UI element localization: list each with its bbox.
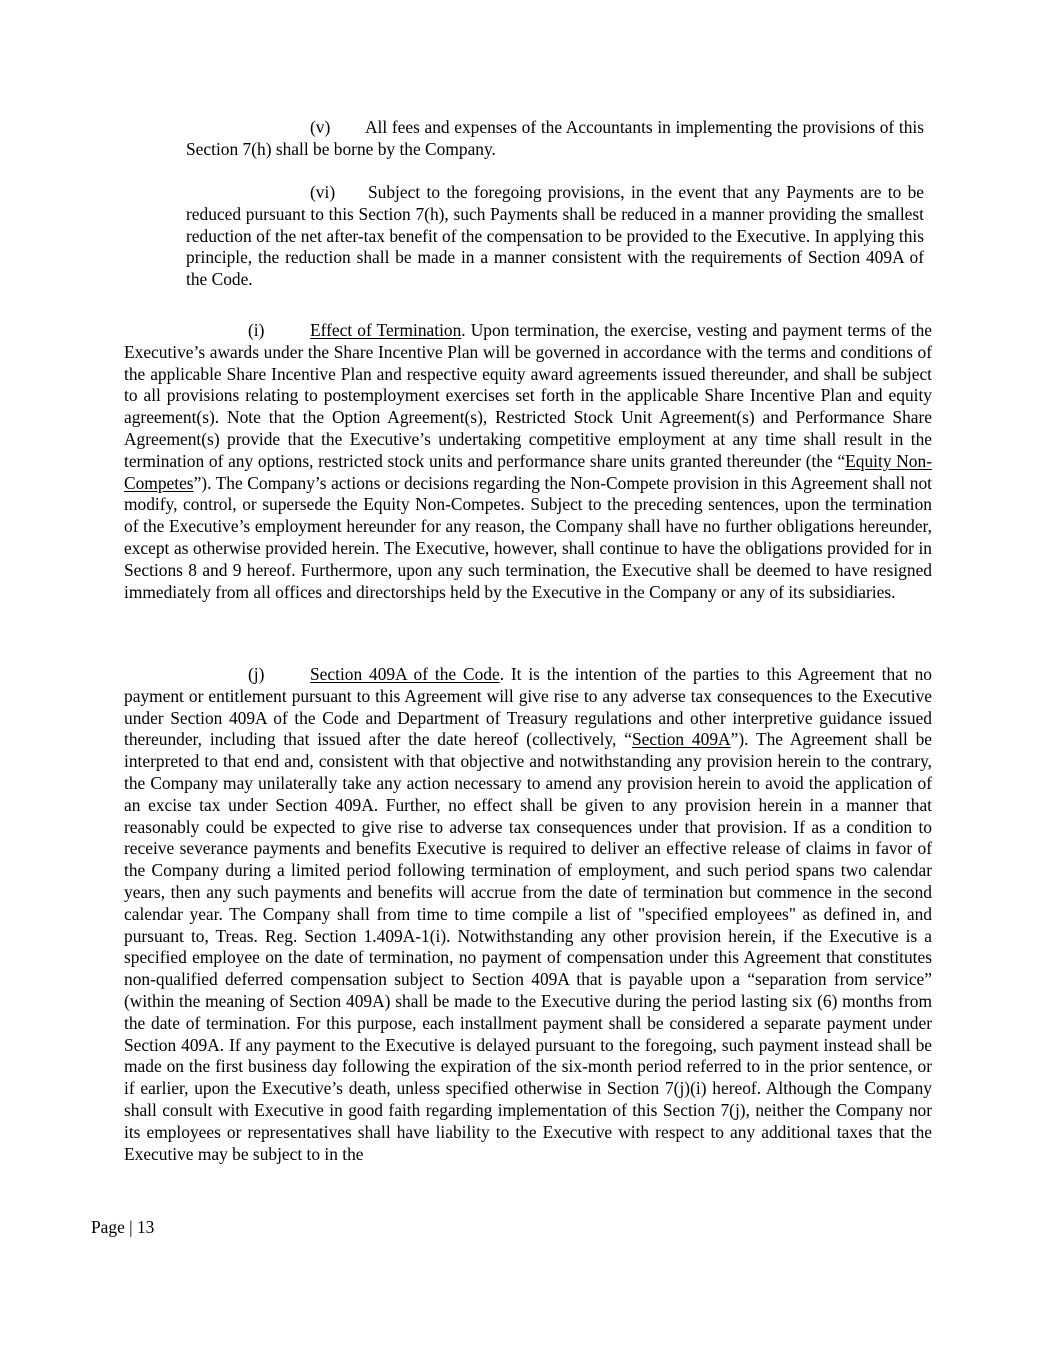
- paragraph-text: . Upon termination, the exercise, vesting and payment terms of the Executive’s awards under the Share Incentive Plan will be governed in accordance with the terms and conditions of the applicable Share Incentive Plan and respective equity award agreements issued thereunder, and shall be subject to all provisions relating to postemployment exercises set forth in the applicable Share Incentive Plan and equity agreement(s). Note that the Option Agreement(s), Restricted Stock Unit Agreement(s) and Performance Share Agreement(s) provide that the Executive’s undertaking competitive employment at any time shall result in the termination of any options, restricted stock units and performance share units granted thereunder (the “: [124, 320, 932, 471]
- paragraph-number: (j): [248, 664, 265, 684]
- paragraph-text: All fees and expenses of the Accountants in implementing the provisions of this Section 7(h) shall be borne by the Company.: [186, 117, 924, 159]
- paragraph-vi: [186, 182, 924, 291]
- paragraph-number: (v): [310, 117, 331, 137]
- paragraph-number: (i): [248, 320, 265, 340]
- section-heading: Section 409A of the Code: [310, 664, 500, 684]
- defined-term: Equity Non-Competes: [124, 450, 932, 493]
- defined-term: Section 409A: [631, 729, 731, 750]
- page-number: Page | 13: [91, 1217, 155, 1237]
- paragraph-text: . It is the intention of the parties to this Agreement that no payment or entitlement pursuant to this Agreement will give rise to any adverse tax consequences to the Executive under Section 409A of the Code and Department of Treasury regulations and other interpretive guidance issued thereunder, including that issued after the date hereof (collectively, “: [124, 664, 932, 750]
- paragraph-j-section-409a: [124, 664, 932, 1165]
- paragraph-text: ”). The Agreement shall be interpreted to that end and, consistent with that objective and notwithstanding any provision herein to the contrary, the Company may unilaterally take any action necessary to amend any provision herein to avoid the application of an excise tax under Section 409A. Further, no effect shall be given to any provision herein in a manner that reasonably could be expected to give rise to adverse tax consequences under that provision. If as a condition to receive severance payments and benefits Executive is required to deliver an effective release of claims in favor of the Company during a limited period following termination of employment, and such period spans two calendar years, then any such payments and benefits will accrue from the date of termination but commence in the second calendar year. The Company shall from time to time compile a list of "specified employees" as defined in, and pursuant to, Treas. Reg. Section 1.409A-1(i). Notwithstanding any other provision herein, if the Executive is a specified employee on the date of termination, no payment of compensation under this Agreement that constitutes non-qualified deferred compensation subject to Section 409A that is payable upon a “separation from service” (within the meaning of Section 409A) shall be made to the Executive during the period lasting six (6) months from the date of termination. For this purpose, each installment payment shall be considered a separate payment under Section 409A. If any payment to the Executive is delayed pursuant to the foregoing, such payment instead shall be made on the first business day following the expiration of the six-month period referred to in the prior sentence, or if earlier, upon the Executive’s death, unless specified otherwise in Section 7(j)(i) hereof. Although the Company shall consult with Executive in good faith regarding implementation of this Section 7(j), neither the Company nor its employees or representatives shall have liability to the Executive with respect to any additional taxes that the Executive may be subject to in the: [124, 729, 933, 1164]
- paragraph-number: (vi): [310, 182, 336, 202]
- paragraph-text: Subject to the foregoing provisions, in the event that any Payments are to be reduced pursuant to this Section 7(h), such Payments shall be reduced in a manner providing the smallest reduction of the net after-tax benefit of the compensation to be provided to the Executive. In applying this principle, the reduction shall be made in a manner consistent with the requirements of Section 409A of the Code.: [186, 182, 924, 290]
- paragraph-v: [186, 117, 924, 161]
- section-heading: Effect of Termination: [310, 320, 462, 340]
- paragraph-text: ”). The Company’s actions or decisions regarding the Non-Compete provision in this Agreement shall not modify, control, or supersede the Equity Non-Competes. Subject to the preceding sentences, upon the termination of the Executive’s employment hereunder for any reason, the Company shall have no further obligations hereunder, except as otherwise provided herein. The Executive, however, shall continue to have the obligations provided for in Sections 8 and 9 hereof. Furthermore, upon any such termination, the Executive shall be deemed to have resigned immediately from all offices and directorships held by the Executive in the Company or any of its subsidiaries.: [124, 472, 932, 602]
- paragraph-i-effect-of-termination: [124, 320, 932, 603]
